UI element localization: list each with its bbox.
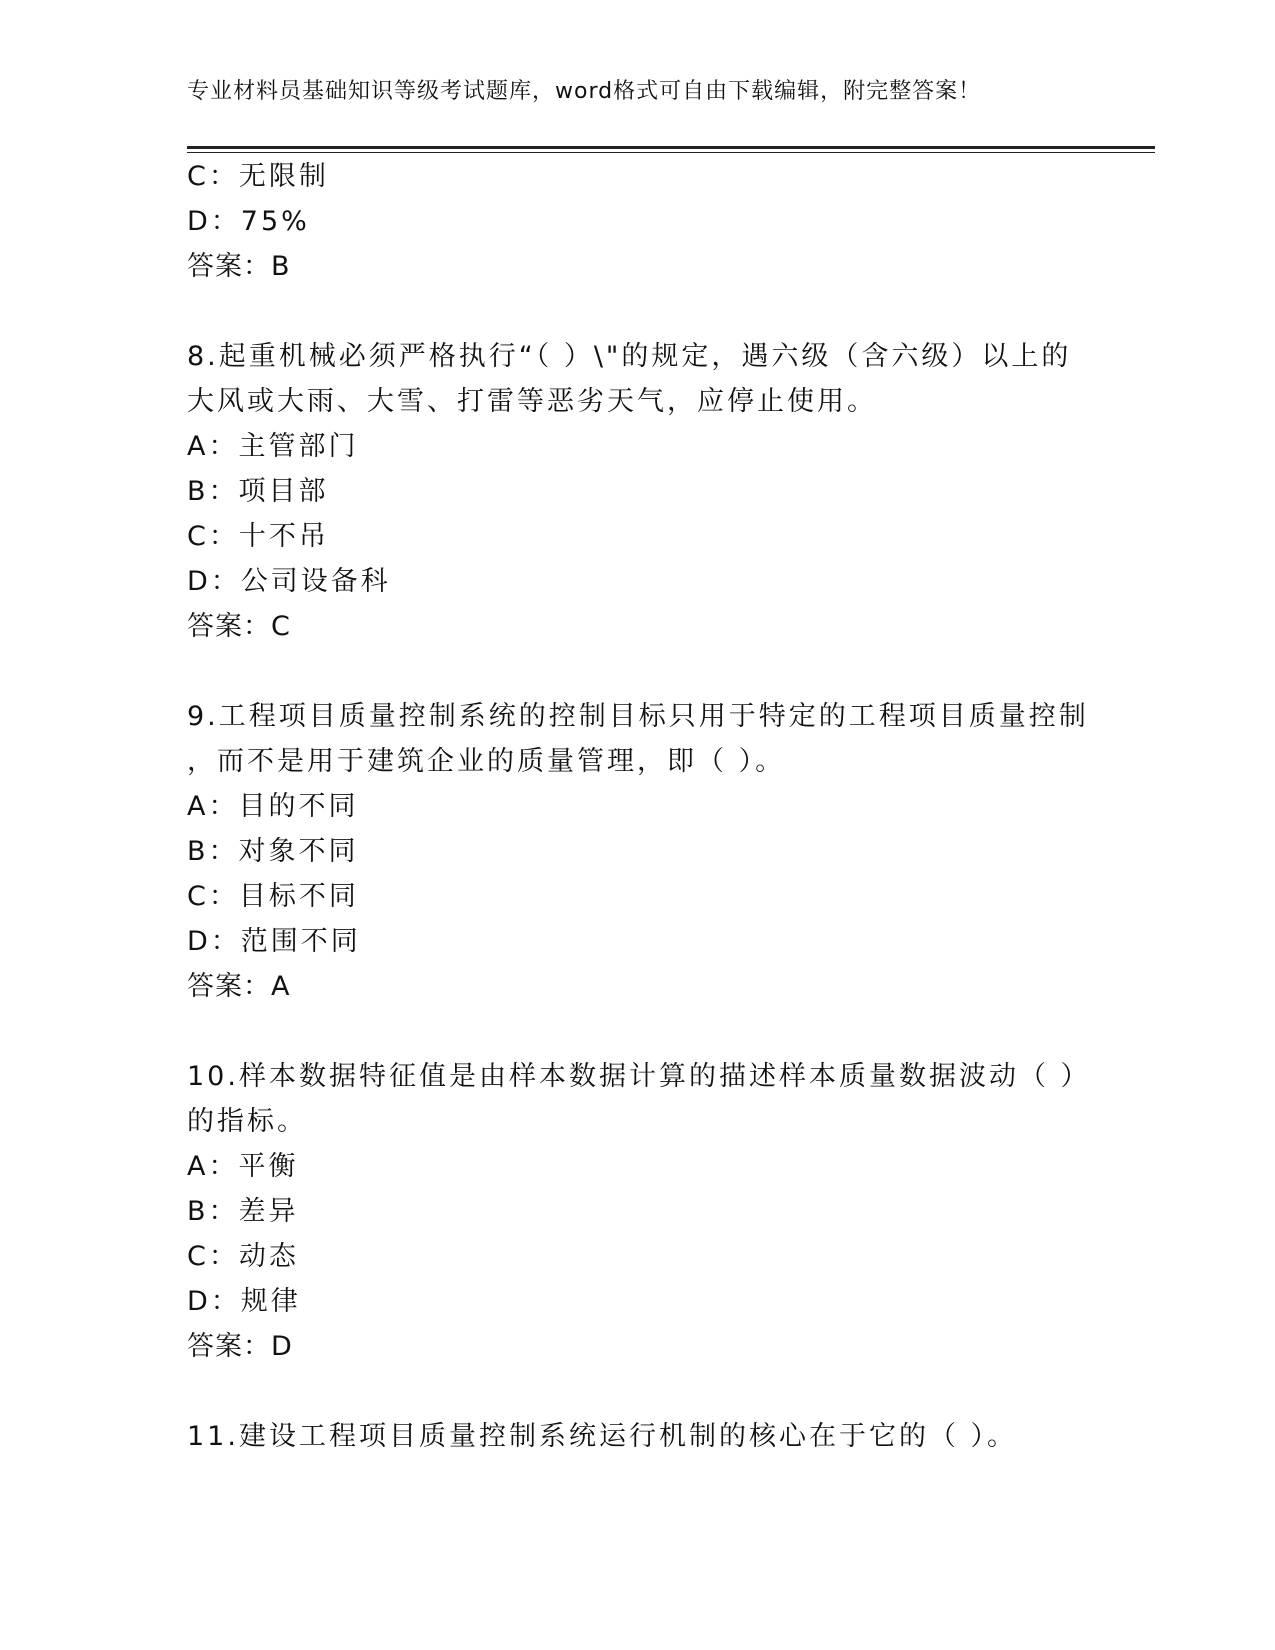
- q10-option-b: B：差异: [187, 1196, 299, 1227]
- q10-answer: 答案：D: [187, 1331, 293, 1362]
- page-header: 专业材料员基础知识等级考试题库，word格式可自由下载编辑，附完整答案！: [187, 79, 982, 104]
- q9-stem-line2: ，而不是用于建筑企业的质量管理，即（ ）。: [187, 746, 786, 777]
- q9-option-b: B：对象不同: [187, 836, 359, 867]
- q10-option-d: D：规律: [187, 1286, 301, 1317]
- q7-option-d: D：75%: [187, 206, 310, 237]
- q10-option-a: A：平衡: [187, 1151, 299, 1182]
- header-rule-thick: [187, 146, 1155, 149]
- q8-stem-line2: 大风或大雨、大雪、打雷等恶劣天气，应停止使用。: [187, 386, 877, 417]
- q8-answer: 答案：C: [187, 611, 291, 642]
- q8-option-d: D：公司设备科: [187, 566, 391, 597]
- q7-answer: 答案：B: [187, 251, 291, 282]
- q10-stem-line2: 的指标。: [187, 1106, 307, 1137]
- q7-option-c: C：无限制: [187, 161, 329, 192]
- q10-option-c: C：动态: [187, 1241, 299, 1272]
- q9-stem-line1: 9.工程项目质量控制系统的控制目标只用于特定的工程项目质量控制: [187, 701, 1089, 732]
- q9-option-a: A：目的不同: [187, 791, 359, 822]
- q8-option-b: B：项目部: [187, 476, 329, 507]
- q9-option-c: C：目标不同: [187, 881, 359, 912]
- q11-stem-line1: 11.建设工程项目质量控制系统运行机制的核心在于它的（ ）。: [187, 1421, 1018, 1452]
- q8-stem-line1: 8.起重机械必须严格执行“（ ）\"的规定，遇六级（含六级）以上的: [187, 341, 1072, 372]
- q10-stem-line1: 10.样本数据特征值是由样本数据计算的描述样本质量数据波动（ ）: [187, 1061, 1091, 1092]
- q8-option-a: A：主管部门: [187, 431, 359, 462]
- q9-option-d: D：范围不同: [187, 926, 361, 957]
- header-rule-thin: [187, 152, 1155, 153]
- q9-answer: 答案：A: [187, 971, 291, 1002]
- q8-option-c: C：十不吊: [187, 521, 329, 552]
